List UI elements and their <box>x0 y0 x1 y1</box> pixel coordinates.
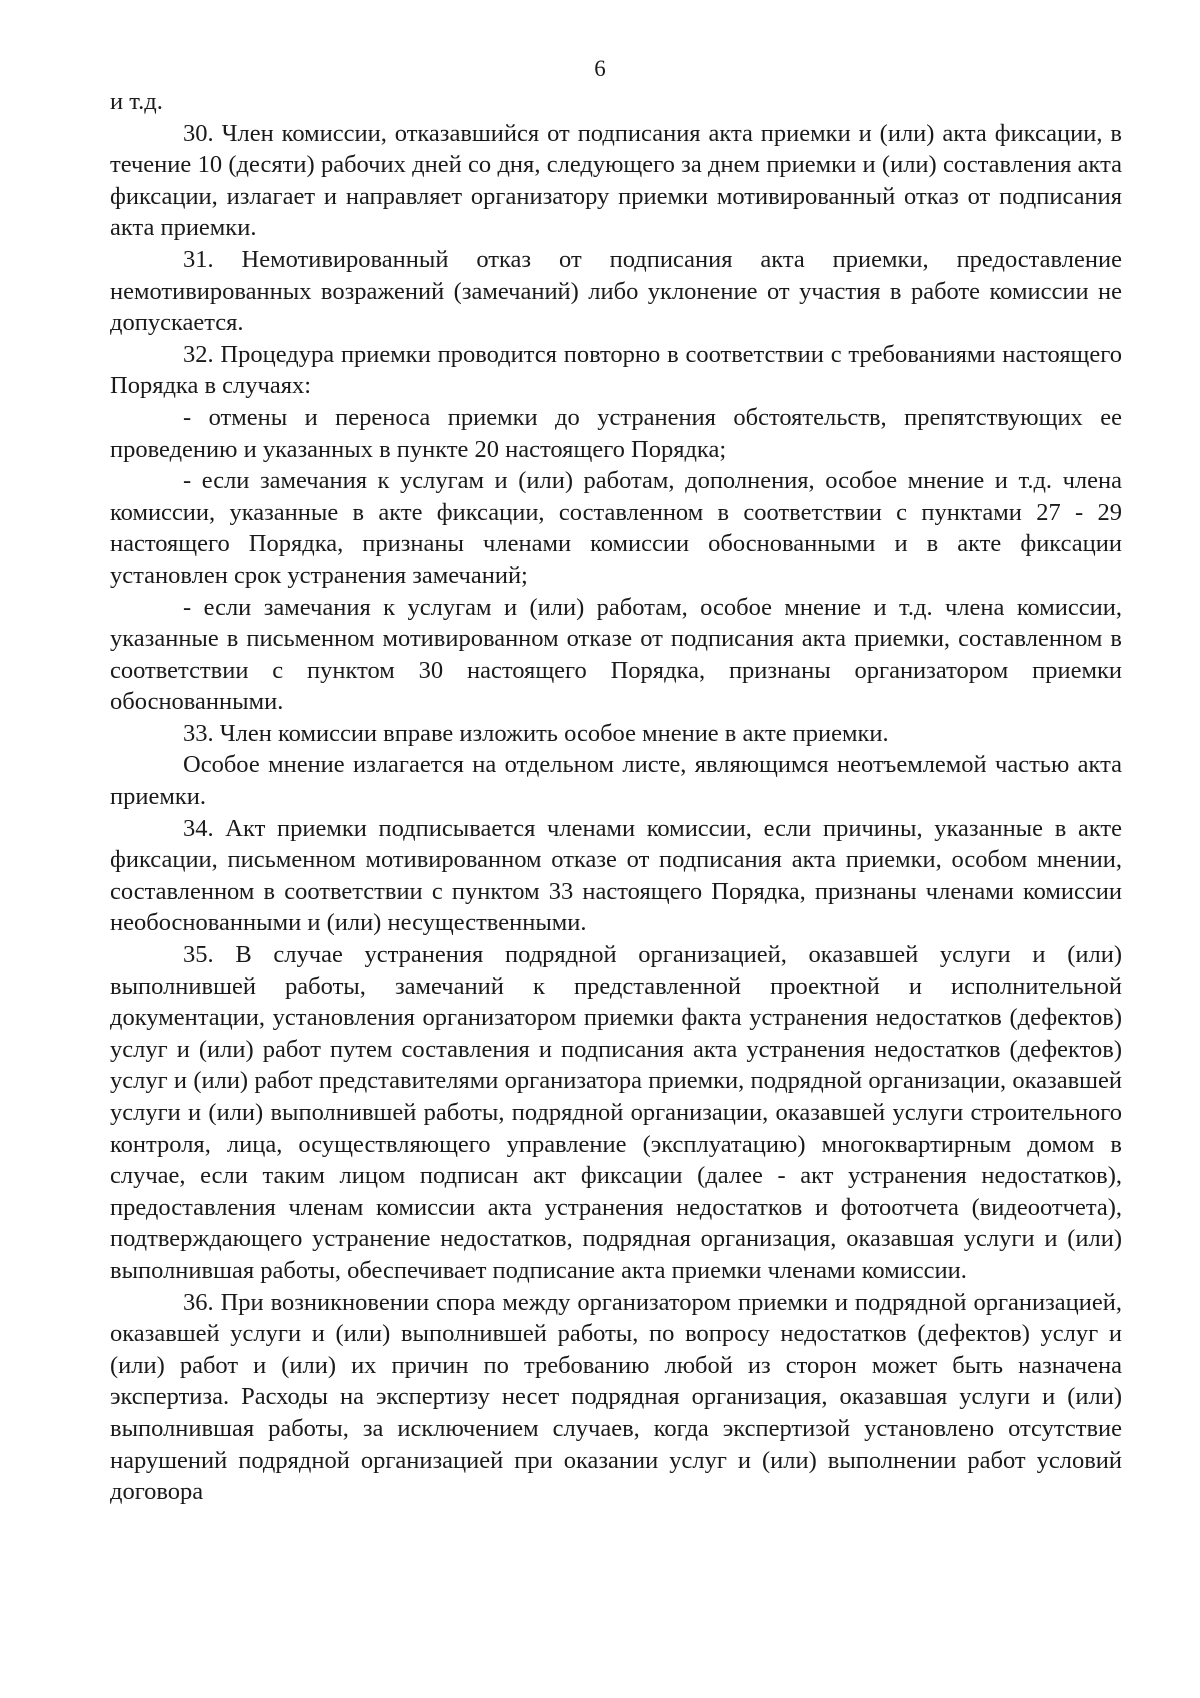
document-body <box>110 86 1122 1508</box>
paragraph-33: 33. Член комиссии вправе изложить особое мнение в акте приемки. <box>183 719 889 747</box>
paragraph-31: 31. Немотивированный отказ от подписания акта приемки, предоставление немотивированных возражений (замечаний) либо уклонение от участия в работе комиссии не допускается. <box>110 245 1122 337</box>
paragraph-35: 35. В случае устранения подрядной организацией, оказавшей услуги и (или) выполнившей работы, замечаний к представленной проектной и исполнительной документации, установления организатором приемки факта устранения недостатков (дефектов) услуг и (или) работ путем составления и подписания акта устранения недостатков (дефектов) услуг и (или) работ представителями организатора приемки, подрядной организации, оказавшей услуги и (или) выполнившей работы, подрядной организации, оказавшей услуги строительного контроля, лица, осуществляющего управление (эксплуатацию) многоквартирным домом в случае, если таким лицом подписан акт фиксации (далее - акт устранения недостатков), предоставления членам комиссии акта устранения недостатков и фотоотчета (видеоотчета), подтверждающего устранение недостатков, подрядная организация, оказавшая услуги и (или) выполнившая работы, обеспечивает подписание акта приемки членами комиссии. <box>110 941 1122 1284</box>
paragraph-32-item-3: - если замечания к услугам и (или) работам, особое мнение и т.д. члена комиссии, указанные в письменном мотивированном отказе от подписания акта приемки, составленном в соответствии с пунктом 30 настоящего Порядка, признаны организатором приемки обоснованными. <box>110 593 1122 716</box>
paragraph-36: 36. При возникновении спора между организатором приемки и подрядной организацией, оказавшей услуги и (или) выполнившей работы, по вопросу недостатков (дефектов) услуг и (или) работ и (или) их причин по требованию любой из сторон может быть назначена экспертиза. Расходы на экспертизу несет подрядная организация, оказавшая услуги и (или) выполнившая работы, за исключением случаев, когда экспертизой установлено отсутствие нарушений подрядной организацией при оказании услуг и (или) выполнении работ условий договора <box>110 1288 1122 1506</box>
paragraph-continuation: и т.д. <box>110 88 163 115</box>
page-number: 6 <box>594 56 606 81</box>
paragraph-32-item-2: - если замечания к услугам и (или) работам, дополнения, особое мнение и т.д. члена комиссии, указанные в акте фиксации, составленном в соответствии с пунктами 27 - 29 настоящего Порядка, признаны членами комиссии обоснованными и в акте фиксации установлен срок устранения замечаний; <box>110 467 1122 589</box>
paragraph-34: 34. Акт приемки подписывается членами комиссии, если причины, указанные в акте фиксации, письменном мотивированном отказе от подписания акта приемки, особом мнении, составленном в соответствии с пунктом 33 настоящего Порядка, признаны членами комиссии необоснованными и (или) несущественными. <box>110 814 1122 937</box>
paragraph-30: 30. Член комиссии, отказавшийся от подписания акта приемки и (или) акта фиксации, в течение 10 (десяти) рабочих дней со дня, следующего за днем приемки и (или) составления акта фиксации, излагает и направляет организатору приемки мотивированный отказ от подписания акта приемки. <box>110 119 1122 242</box>
paragraph-32: 32. Процедура приемки проводится повторно в соответствии с требованиями настоящего Порядка в случаях: <box>110 340 1122 400</box>
paragraph-33-note: Особое мнение излагается на отдельном листе, являющимся неотъемлемой частью акта приемки. <box>110 751 1122 811</box>
paragraph-32-item-1: - отмены и переноса приемки до устранения обстоятельств, препятствующих ее проведению и указанных в пункте 20 настоящего Порядка; <box>110 403 1122 463</box>
